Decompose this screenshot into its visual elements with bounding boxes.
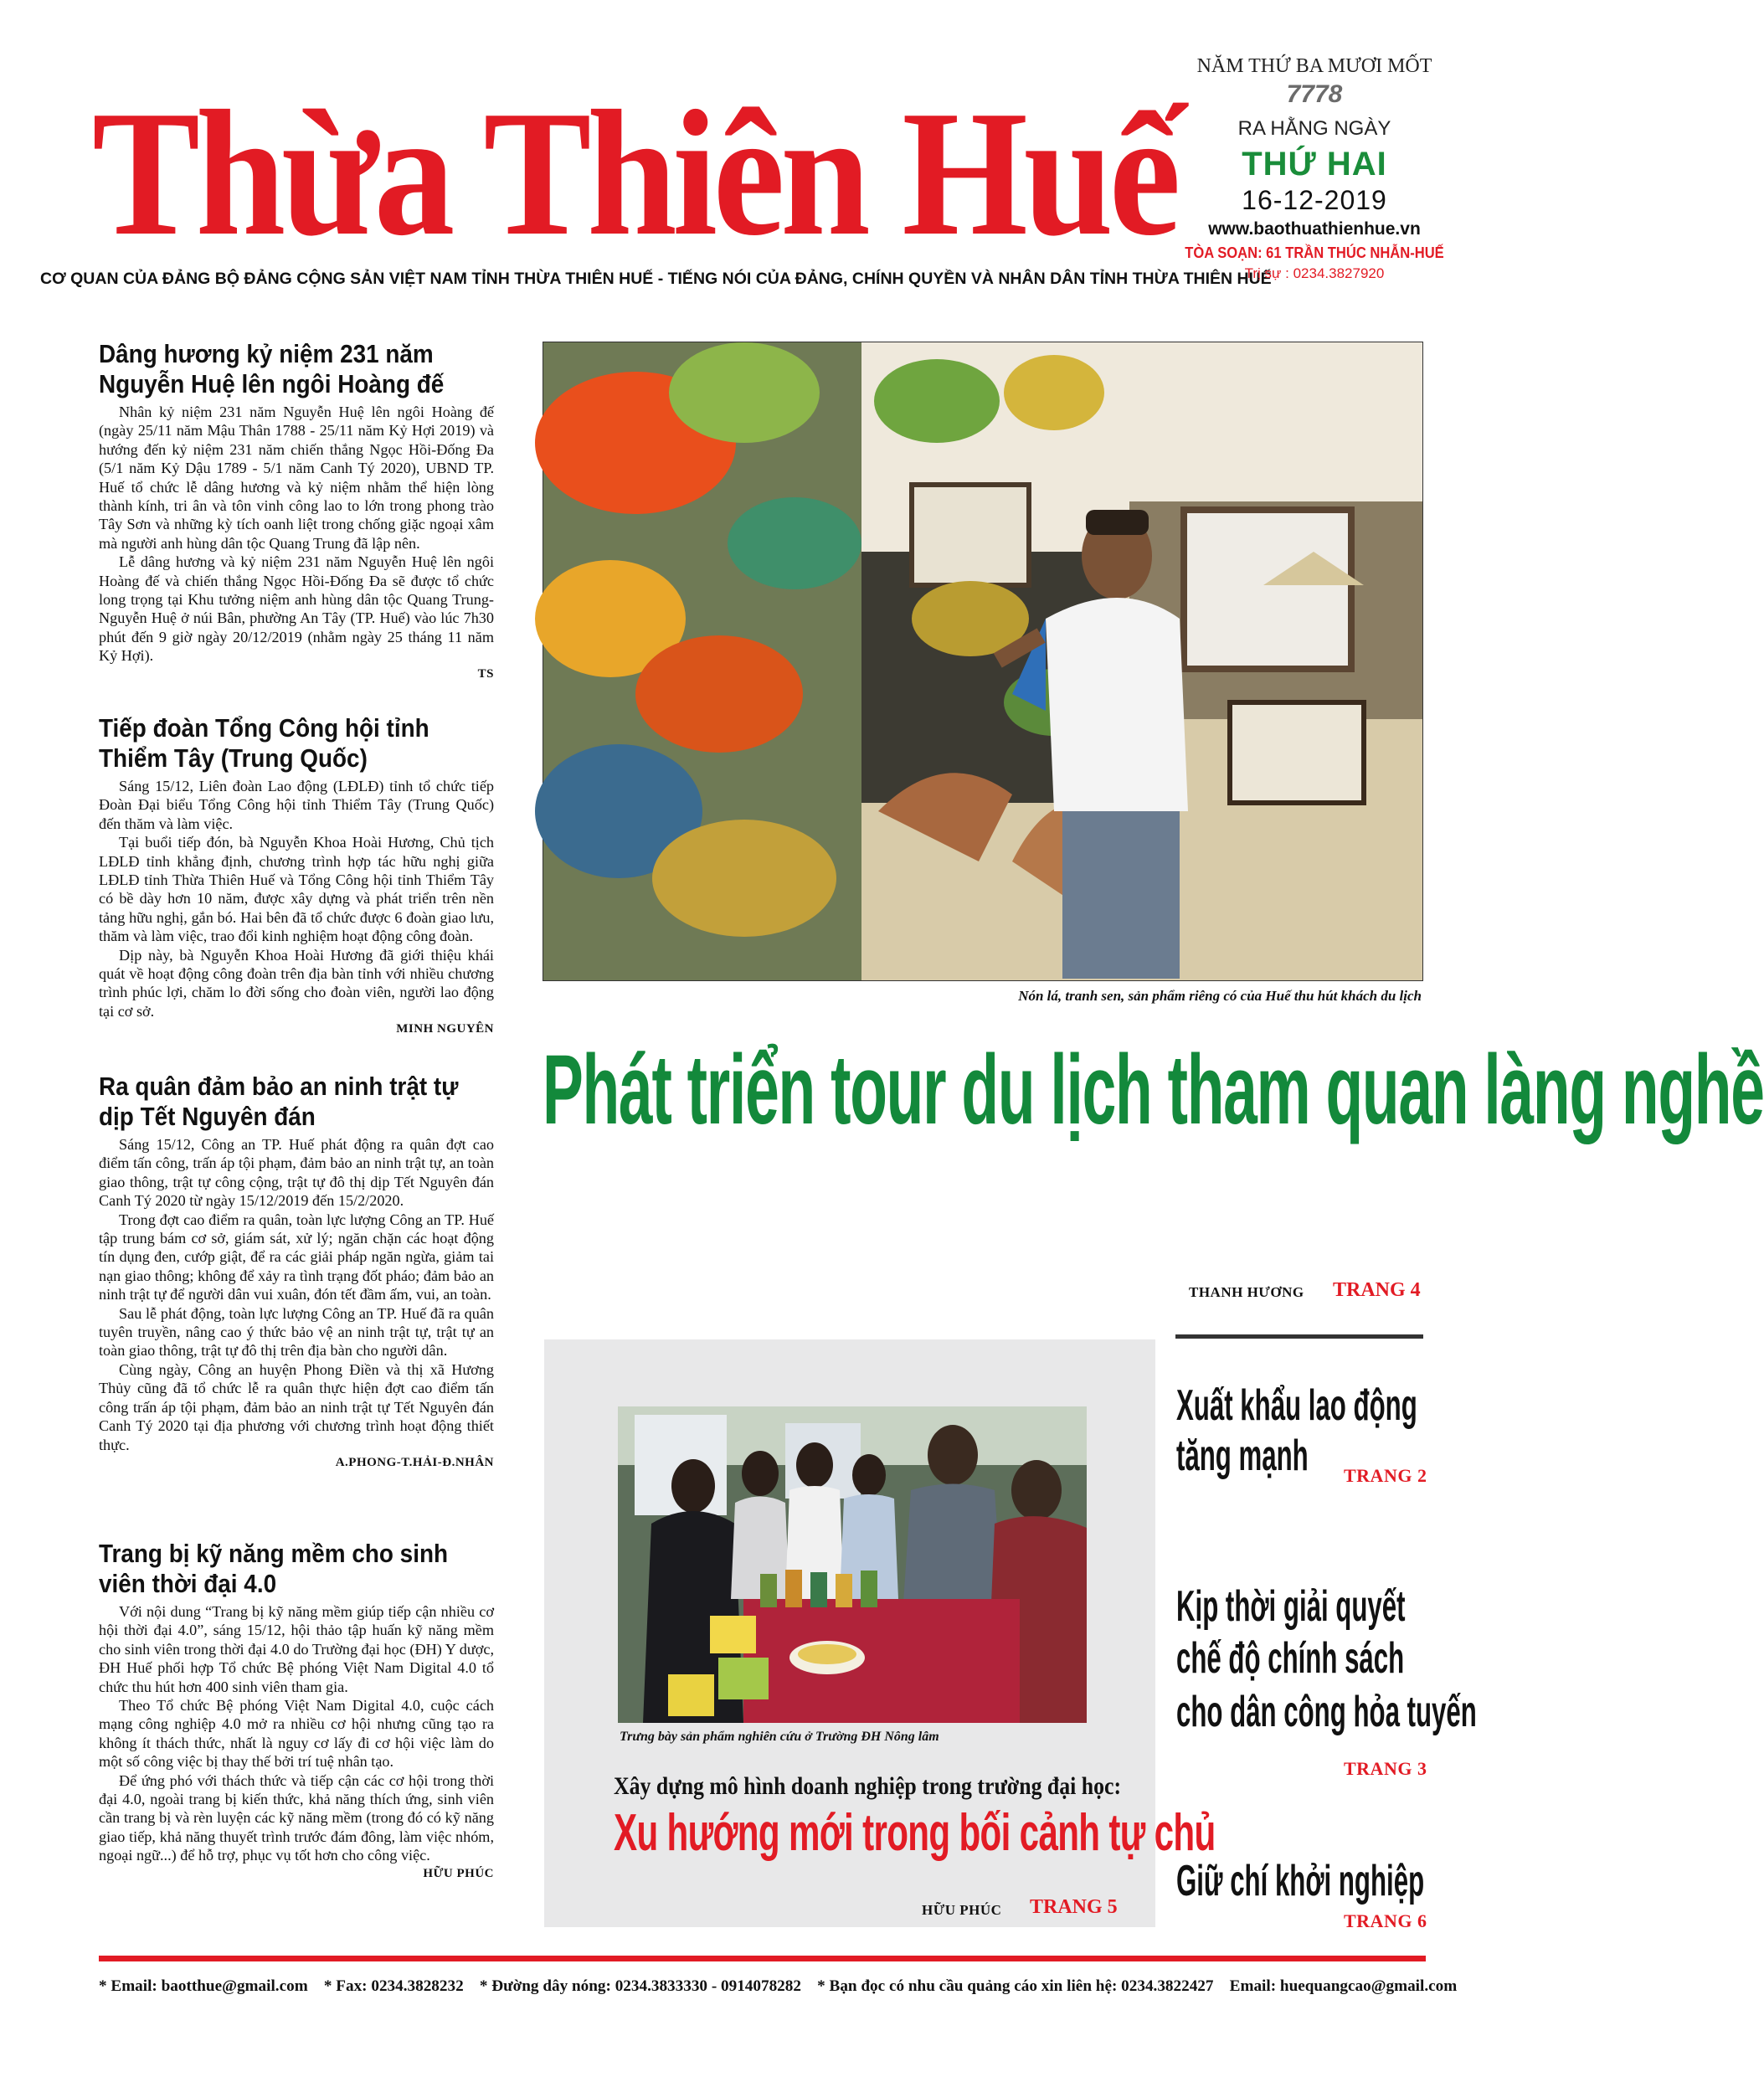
teaser-2-line-1[interactable]: Kịp thời giải quyết [1176, 1582, 1406, 1631]
teaser-1-line-2[interactable]: tăng mạnh [1176, 1432, 1309, 1480]
article-paragraph: Để ứng phó với thách thức và tiếp cận các cơ hội trong thời đại 4.0, ngoài trang bị kiến thức, khả năng thích ứng, sinh viên cần trang bị và rèn luyện các kỹ năng mềm (trong đó có kỹ năng giao tiếp, khả năng thuyết trình trước đám đông, làm việc nhóm, ngoại ngữ...) để hỗ trợ, phục vụ tốt hơn cho công việc. [99, 1771, 494, 1864]
exhibition-photo [618, 1406, 1087, 1723]
teaser-2-page-ref[interactable]: TRANG 3 [1344, 1758, 1427, 1779]
main-photo[interactable] [543, 342, 1423, 981]
teaser-2-line-2[interactable]: chế độ chính sách [1176, 1634, 1405, 1683]
article-paragraph: Dịp này, bà Nguyễn Khoa Hoài Hương đã giới thiệu khái quát về hoạt động công đoàn trên địa bàn tỉnh với nhiều chương trình phúc lợi, chăm lo đời sống cho đoàn viên, người lao động tại cơ sở. [99, 946, 494, 1020]
website-link[interactable]: www.baothuathienhue.vn [1208, 219, 1421, 239]
footer-divider [99, 1956, 1426, 1961]
teaser-2-line-3[interactable]: cho dân công hỏa tuyến [1176, 1688, 1477, 1736]
article-4 [99, 1539, 494, 1881]
main-photo-caption: Nón lá, tranh sen, sản phẩm riêng có của Huế thu hút khách du lịch [1018, 988, 1422, 1004]
sub-story-kicker: Xây dựng mô hình doanh nghiệp trong trường đại học: [614, 1772, 1122, 1800]
article-paragraph: Lễ dâng hương và kỷ niệm 231 năm Nguyễn Huệ lên ngôi Hoàng đế và chiến thắng Ngọc Hồi-Đống Đa sẽ được tổ chức long trọng tại Khu tưởng niệm anh hùng dân tộc Quang Trung-Nguyễn Huệ ở núi Bân, phường An Tây (TP. Huế) vào lúc 7h30 phút đến 9 giờ ngày 20/12/2019 (nhằm ngày 25 tháng 11 năm Kỷ Hợi). [99, 553, 494, 665]
main-story-author: THANH HƯƠNG [1189, 1284, 1304, 1300]
article-1 [99, 339, 494, 681]
main-headline[interactable]: Phát triển tour du lịch tham quan làng nghề [543, 1035, 1764, 1145]
article-2 [99, 713, 494, 1036]
editorial-office: TÒA SOẠN: 61 TRẦN THÚC NHẪN-HUẾ [1185, 244, 1444, 261]
article-paragraph: Nhân kỷ niệm 231 năm Nguyễn Huệ lên ngôi Hoàng đế (ngày 25/11 năm Mậu Thân 1788 - 25/11 năm Kỷ Hợi 2019) và hướng đến kỷ niệm 231 năm chiến thắng Ngọc Hồi-Đống Đa (5/1 năm Kỷ Dậu 1789 - 5/1 năm Canh Tý 2020), UBND TP. Huế tổ chức lễ dâng hương và kỷ niệm nhằm thể hiện lòng thành kính, tri ân và tôn vinh công lao to lớn trong phong trào Tây Sơn và những kỳ tích oanh liệt trong chống giặc ngoại xâm mà người anh hùng dân tộc Quang Trung đã lập nên. [99, 404, 494, 552]
article-3 [99, 1072, 494, 1470]
article-byline: HỮU PHÚC [423, 1866, 494, 1880]
masthead-title: Thừa Thiên Huế [92, 73, 1177, 273]
teaser-1-page-ref[interactable]: TRANG 2 [1344, 1465, 1427, 1486]
sub-story-headline[interactable]: Xu hướng mới trong bối cảnh tự chủ [614, 1804, 1216, 1862]
teaser-3-page-ref[interactable]: TRANG 6 [1344, 1910, 1427, 1931]
article-paragraph: Cùng ngày, Công an huyện Phong Điền và thị xã Hương Thủy cũng đã tổ chức lễ ra quân thực hiện đợt cao điểm tấn công trấn áp tội phạm, đảm bảo an ninh trật tự Tết Nguyên đán Canh Tý 2020 tại địa phương với chương trình hoạt động thiết thực. [99, 1360, 494, 1453]
article-paragraph: Trong đợt cao điểm ra quân, toàn lực lượng Công an TP. Huế tập trung bám cơ sở, giám sát, xử lý; ngăn chặn các hoạt động tín dụng đen, cướp giật, để ra các giải pháp ngăn ngừa, giảm tai nạn giao thông; không để xảy ra tình trạng đốt pháo; đảm bảo an ninh trật tự để người dân vui xuân, đón tết đầm ấm, vui, an toàn. [99, 1211, 494, 1303]
teaser-1-line-1[interactable]: Xuất khẩu lao động [1176, 1381, 1417, 1430]
article-headline[interactable]: Dâng hương kỷ niệm 231 năm Nguyễn Huệ lên ngôi Hoàng đế [99, 339, 445, 398]
weekday: THỨ HAI [1242, 146, 1387, 183]
article-paragraph: Sáng 15/12, Liên đoàn Lao động (LĐLĐ) tỉnh tổ chức tiếp Đoàn Đại biểu Tổng Công hội tỉnh Thiểm Tây (Trung Quốc) đến thăm và làm việc. [99, 778, 494, 832]
article-paragraph: Sau lễ phát động, toàn lực lượng Công an TP. Huế đã ra quân tuyên truyền, nâng cao ý thức bảo vệ an ninh trật tự, trật tự an toàn giao thông, trật tự đô thị trên địa bàn cho người dân. [99, 1304, 494, 1360]
article-paragraph: Tại buổi tiếp đón, bà Nguyễn Khoa Hoài Hương, Chủ tịch LĐLĐ tỉnh khẳng định, chương trình hợp tác hữu nghị giữa LĐLĐ tỉnh Thừa Thiên Huế và Tổng Công hội tỉnh Thiểm Tây có bề dày hơn 10 năm, được xây dựng và phát triển trên nền tảng hữu nghị, gắn bó. Hai bên đã tổ chức được 6 đoàn giao lưu, thăm và làm việc, trao đổi kinh nghiệm hoạt động công đoàn. [99, 834, 494, 945]
teaser-3-line-1[interactable]: Giữ chí khởi nghiệp [1176, 1857, 1425, 1905]
issue-number: 7778 [1286, 80, 1343, 108]
admin-phone: Trị sự : 0234.3827920 [1244, 265, 1385, 281]
article-byline: TS [477, 666, 494, 681]
article-headline[interactable]: Trang bị kỹ năng mềm cho sinh viên thời đại 4.0 [99, 1539, 449, 1598]
footer-contact-info: * Email: baotthue@gmail.com * Fax: 0234.3828232 * Đường dây nóng: 0234.3833330 - 0914078282 * Bạn đọc có nhu cầu quảng cáo xin liên hệ: 0234.3822427 Email: huequangcao@gmail.com [99, 1977, 1458, 1995]
year-text: NĂM THỨ BA MƯƠI MỐT [1196, 55, 1432, 77]
main-story-page-ref[interactable]: TRANG 4 [1333, 1279, 1421, 1301]
teaser-divider [1175, 1334, 1423, 1339]
craft-shop-photo [543, 342, 1422, 980]
article-byline: MINH NGUYÊN [396, 1022, 494, 1036]
masthead-tagline: CƠ QUAN CỦA ĐẢNG BỘ ĐẢNG CỘNG SẢN VIỆT NAM TỈNH THỪA THIÊN HUẾ - TIẾNG NÓI CỦA ĐẢNG, CHÍNH QUYỀN VÀ NHÂN DÂN TỈNH THỪA THIÊN HUẾ [40, 270, 1272, 288]
publication-frequency: RA HẰNG NGÀY [1237, 117, 1391, 140]
issue-date: 16-12-2019 [1242, 185, 1387, 215]
sub-story-author: HỮU PHÚC [922, 1902, 1002, 1918]
article-paragraph: Với nội dung “Trang bị kỹ năng mềm giúp tiếp cận nhiều cơ hội thời đại 4.0”, sáng 15/12, hội thảo tập huấn kỹ năng mềm cho sinh viên trong thời đại 4.0 do Trường đại học (ĐH) Y dược, ĐH Huế phối hợp Tổ chức Bệ phóng Việt Nam Digital 4.0 tổ chức thu hút hơn 400 sinh viên tham gia. [99, 1603, 494, 1695]
article-headline[interactable]: Tiếp đoàn Tổng Công hội tỉnh Thiểm Tây (Trung Quốc) [99, 713, 429, 773]
sub-story-page-ref[interactable]: TRANG 5 [1030, 1896, 1118, 1918]
expo-photo[interactable] [618, 1406, 1087, 1723]
expo-photo-caption: Trưng bày sản phẩm nghiên cứu ở Trường ĐH Nông lâm [620, 1730, 939, 1744]
article-headline[interactable]: Ra quân đảm bảo an ninh trật tự dịp Tết Nguyên đán [99, 1072, 459, 1131]
article-byline: A.PHONG-T.HẢI-Đ.NHÂN [335, 1455, 494, 1469]
article-paragraph: Theo Tổ chức Bệ phóng Việt Nam Digital 4.0, cuộc cách mạng công nghiệp 4.0 mở ra nhiều cơ hội nhưng cũng tạo ra không ít thách thức, nhất là nguy cơ lấy đi cơ hội việc làm do một số công việc bị thay thế bởi trí tuệ nhân tạo. [99, 1697, 494, 1771]
article-paragraph: Sáng 15/12, Công an TP. Huế phát động ra quân đợt cao điểm tấn công, trấn áp tội phạm, đảm bảo an ninh trật tự, an toàn giao thông, trật tự công cộng, trật tự đô thị dịp Tết Nguyên đán Canh Tý 2020 từ ngày 15/12/2019 đến 15/2/2020. [99, 1136, 494, 1210]
